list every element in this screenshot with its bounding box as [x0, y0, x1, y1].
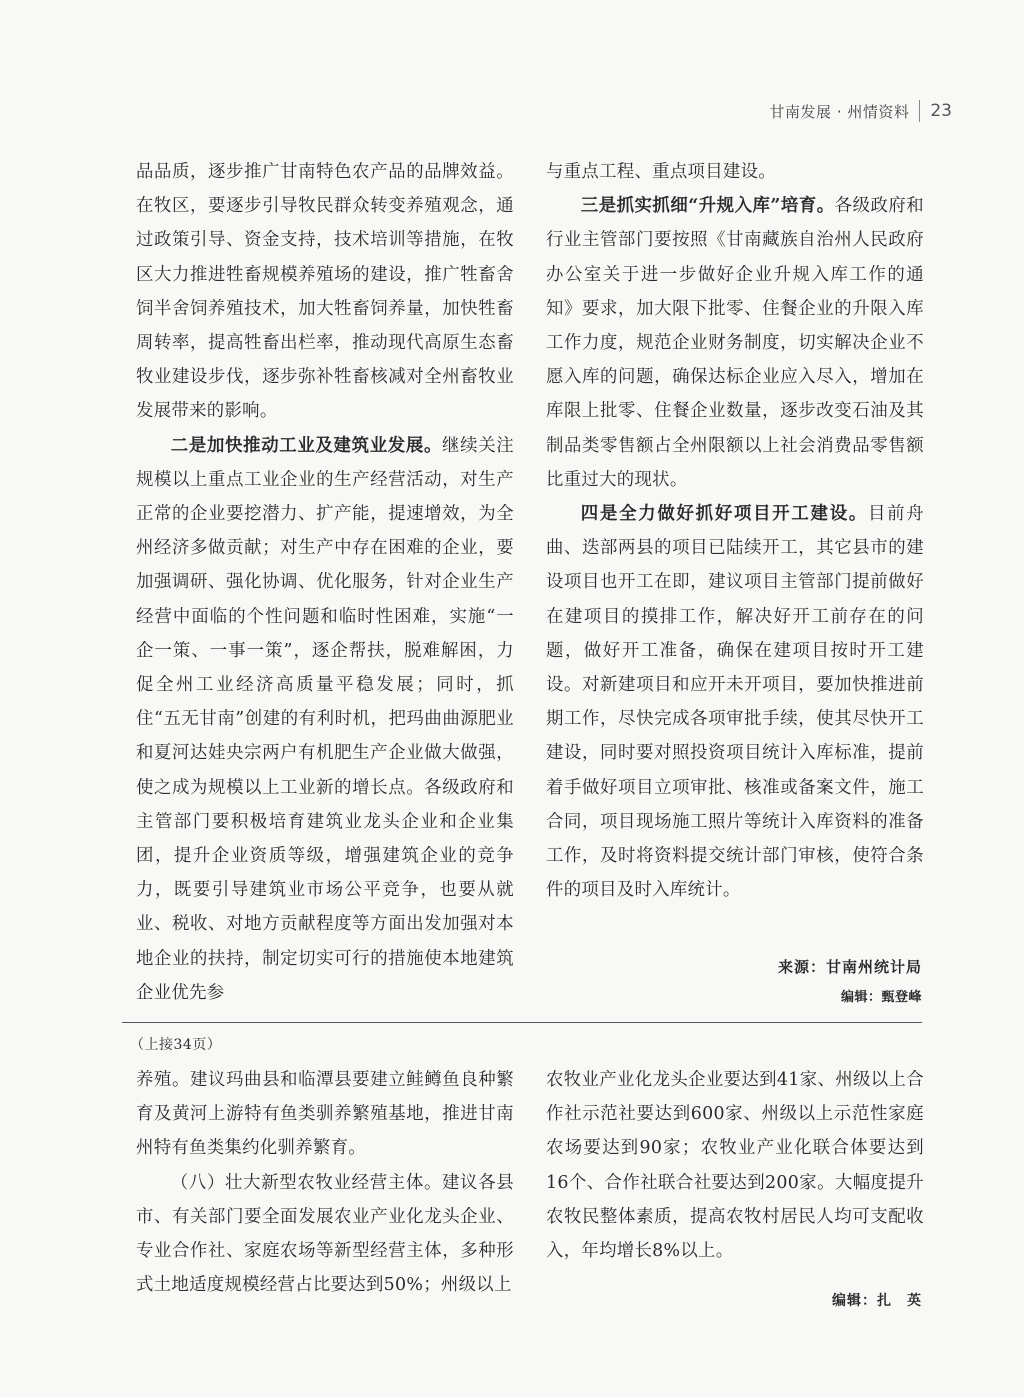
paragraph-text: 农牧业产业化龙头企业要达到41家、州级以上合作社示范社要达到600家、州级以上示范性家庭农场要达到90家；农牧业产业化联合体要达到16个、合作社联合社要达到200家。大幅度提升农牧民整体素质，提高农牧村居民人均可支配收入，年均增长8%以上。 — [546, 1070, 924, 1262]
source-credit: 来源：甘南州统计局 — [777, 958, 922, 976]
paragraph — [546, 497, 924, 907]
paragraph-lead: 二是加快推动工业及建筑业发展。 — [170, 435, 443, 456]
lower-right-column — [546, 1063, 924, 1268]
paragraph — [546, 1063, 924, 1268]
paragraph-text: 各级政府和行业主管部门要按照《甘南藏族自治州人民政府办公室关于进一步做好企业升规入库工作的通知》要求，加大限下批零、住餐企业的升限入库工作力度，规范企业财务制度，切实解决企业不愿入库的问题，确保达标企业应入尽入，增加在库限上批零、住餐企业数量，逐步改变石油及其制品类零售额占全州限额以上社会消费品零售额比重过大的现状。 — [546, 196, 924, 490]
paragraph-text: 目前舟曲、迭部两县的项目已陆续开工，其它县市的建设项目也开工在即，建议项目主管部门提前做好在建项目的摸排工作，解决好开工前存在的问题，做好开工准备，确保在建项目按时开工建设。对新建项目和应开未开项目，要加快推进前期工作，尽快完成各项审批手续，使其尽快开工建设，同时要对照投资项目统计入库标准，提前着手做好项目立项审批、核准或备案文件，施工合同，项目现场施工照片等统计入库资料的准备工作，及时将资料提交统计部门审核，使符合条件的项目及时入库统计。 — [546, 504, 924, 901]
paragraph-lead: 三是抓实抓细“升规入库”培育。 — [580, 196, 835, 217]
publication-title: 甘南发展 · 州情资料 — [769, 102, 910, 121]
lower-left-column — [136, 1063, 514, 1302]
paragraph-text: （八）壮大新型农牧业经营主体。建议各县市、有关部门要全面发展农业产业化龙头企业、专业合作社、家庭农场等新型经营主体，多种形式土地适度规模经营占比要达到50%；州级以上 — [136, 1172, 514, 1296]
editor-credit: 编辑：甄登峰 — [840, 990, 922, 1005]
paragraph-lead: 四是全力做好抓好项目开工建设。 — [580, 504, 868, 525]
upper-left-column — [136, 155, 514, 1010]
paragraph — [546, 155, 924, 189]
paragraph — [136, 429, 514, 1010]
paragraph-text: 继续关注规模以上重点工业企业的生产经营活动，对生产正常的企业要挖潜力、扩产能，提速增效，为全州经济多做贡献；对生产中存在困难的企业，要加强调研、强化协调、优化服务，针对企业生产经营中面临的个性问题和临时性困难，实施“一企一策、一事一策”，逐企帮扶，脱难解困，力促全州工业经济高质量平稳发展；同时，抓住“五无甘南”创建的有利时机，把玛曲曲源肥业和夏河达娃央宗两户有机肥生产企业做大做强，使之成为规模以上工业新的增长点。各级政府和主管部门要积极培育建筑业龙头企业和企业集团，提升企业资质等级，增强建筑企业的竞争力，既要引导建筑业市场公平竞争，也要从就业、税收、对地方贡献程度等方面出发加强对本地企业的扶持，制定切实可行的措施使本地建筑企业优先参 — [136, 435, 514, 1003]
paragraph-text: 品品质，逐步推广甘南特色农产品的品牌效益。在牧区，要逐步引导牧民群众转变养殖观念，通过政策引导、资金支持，技术培训等措施，在牧区大力推进牲畜规模养殖场的建设，推广牲畜舍饲半舍饲养殖技术，加大牲畜饲养量，加快牲畜周转率，提高牲畜出栏率，推动现代高原生态畜牧业建设步伐，逐步弥补牲畜核减对全州畜牧业发展带来的影响。 — [136, 162, 514, 422]
paragraph — [136, 1166, 514, 1303]
page-number: 23 — [930, 101, 952, 121]
continued-from-note: （上接34页） — [130, 1037, 222, 1053]
page-header — [770, 100, 952, 122]
upper-right-column — [546, 155, 924, 907]
paragraph — [546, 189, 924, 497]
paragraph — [136, 1063, 514, 1166]
paragraph — [136, 155, 514, 429]
section-divider — [122, 1022, 922, 1023]
paragraph-text: 与重点工程、重点项目建设。 — [546, 162, 776, 182]
header-divider — [919, 100, 920, 122]
editor-credit-lower: 编辑：扎 英 — [832, 1293, 922, 1309]
paragraph-text: 养殖。建议玛曲县和临潭县要建立鲑鳟鱼良种繁育及黄河上游特有鱼类驯养繁殖基地，推进甘南州特有鱼类集约化驯养繁育。 — [136, 1070, 514, 1159]
